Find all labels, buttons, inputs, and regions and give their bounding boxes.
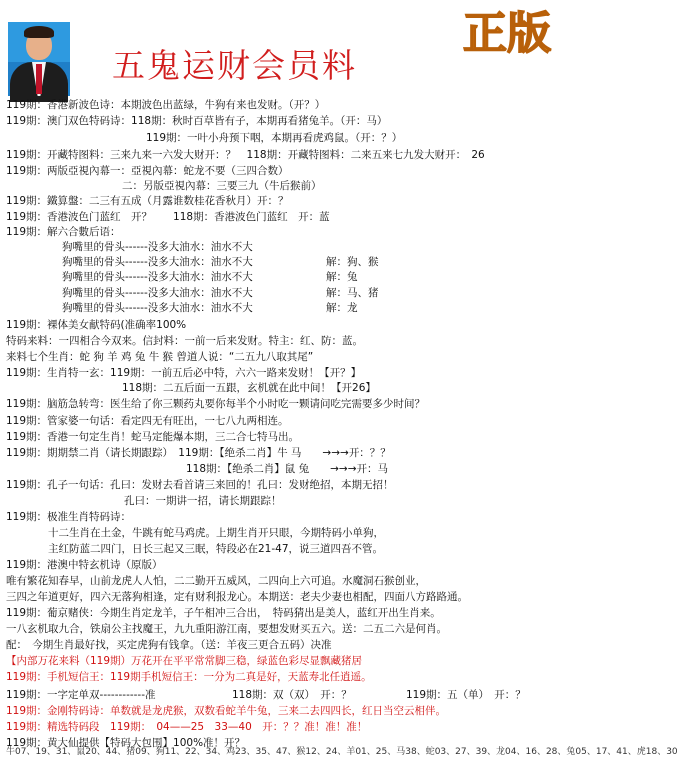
text-line: 119期：港澳中特玄机诗（原版） xyxy=(6,559,163,571)
text-line: 119期：精选特码段 119期： 04——25 33—40 开：？？准！准！准！ xyxy=(6,721,368,733)
text-line: 119期：一叶小舟预下咽，本期再看虎鸡鼠。（开：？） xyxy=(146,132,403,144)
footer-numbers: 牛07、19、31、鼠20、44、猪09、狗11、22、34、鸡23、35、47、猴12、24、羊01、25、马38、蛇03、27、39、龙04、16、28、兔05、17、41、虎18、30 xyxy=(6,747,678,757)
genuine-badge xyxy=(448,0,566,58)
text-line: 解：龙 xyxy=(326,302,358,314)
page-title: 五鬼运财会员料 xyxy=(112,46,357,85)
text-line: 狗嘴里的骨头------没多大油水：油水不大 xyxy=(62,241,253,253)
text-line: 118期：双（双） 开：？ xyxy=(232,689,352,701)
text-line: 狗嘴里的骨头------没多大油水：油水不大 xyxy=(62,271,253,283)
text-line: 解：兔 xyxy=(326,271,358,283)
text-line: 119期：香港波色门蓝红 开？ 118期：香港波色门蓝红 开：蓝 xyxy=(6,211,330,223)
text-line: 119期：两版亞視內幕一：亞視內幕：蛇龙不要（三四合数） xyxy=(6,165,289,177)
portrait-photo xyxy=(8,22,70,96)
text-line: 狗嘴里的骨头------没多大油水：油水不大 xyxy=(62,256,253,268)
text-line: 119期：五（单） 开：？ xyxy=(406,689,526,701)
svg-text:正版: 正版 xyxy=(463,8,551,59)
text-line: 主红防蓝二四门，日长三起又三眠，特段必在21-47，说三道四吾不管。 xyxy=(48,543,384,555)
text-line: 唯有繁花知春早，山前龙虎人人怕，二二勤开五威风，二四向上六可追。水魔洞石猴创业， xyxy=(6,575,426,587)
text-line: 狗嘴里的骨头------没多大油水：油水不大 xyxy=(62,287,253,299)
text-line: 119期：黄大仙提供【特码大包围】100%准！开？ xyxy=(6,737,246,749)
text-line: 119期：生肖特一玄：119期：一前五后必中特，六六一路来发财！【开？】 xyxy=(6,367,362,379)
text-line: 特码来料：一四相合今双来。信封料：一前一后来发财。特主：红、防：蓝。 xyxy=(6,335,363,347)
text-line: 119期：裸体美女献特码(准确率100% xyxy=(6,319,187,331)
text-line: 119期：开藏特图料：三来九来一六发大财开：？ 118期：开藏特图料：二来五来七九发大财开： 26 xyxy=(6,149,485,161)
text-line: 119期：期期禁二肖（请长期跟踪） 119期：【绝杀二肖】牛 马 →→→开：？？ xyxy=(6,447,391,459)
text-line: 119期：孔子一句话：孔曰：发财去看首请三来回的！孔曰：发财绝招，本期无招！ xyxy=(6,479,394,491)
text-line: 119期：管家婆一句话：看定四无有旺出，一七八九两相连。 xyxy=(6,415,289,427)
text-line: 一八玄机取九合，铁扇公主找魔王，九九重阳游江南，要想发财买五六。送：二五二六是何肖。 xyxy=(6,623,447,635)
text-line: 119期：鐵算盤：二三有五成（月露谁数桂花香秋月）开：？ xyxy=(6,195,289,207)
text-line: 119期：手机短信王：119期手机短信王：一分为二真是好，天蓝寿北任逍遥。 xyxy=(6,671,372,683)
text-line: 119期：极准生肖特码诗： xyxy=(6,511,132,523)
text-line: 118期：【绝杀二肖】鼠 兔 →→→开：马 xyxy=(186,463,389,475)
text-line: 119期：葡京赌侠：今期生肖定龙羊，子午相冲三合出， 特码猜出是美人，蓝红开出生肖来。 xyxy=(6,607,441,619)
text-line: 解：马、猪 xyxy=(326,287,379,299)
text-line: 解：狗、猴 xyxy=(326,256,379,268)
text-line: 119期：金刚特码诗：单数就是龙虎猴，双数看蛇羊牛兔，三来二去四四长，红日当空云相伴。 xyxy=(6,705,447,717)
text-line: 十二生肖在土金，牛跳有蛇马鸡虎。上期生肖开只眼，今期特码小单狗， xyxy=(48,527,384,539)
text-line: 三四之年道更好，四六无落狗相逢，定有财利报龙心。本期送：老夫少妻也相配，四面八方路路通。 xyxy=(6,591,468,603)
text-line: 狗嘴里的骨头------没多大油水：油水不大 xyxy=(62,302,253,314)
text-line: 来料七个生肖：蛇 狗 羊 鸡 兔 牛 猴 曾道人说：“二五九八取其尾” xyxy=(6,351,314,363)
text-line: 119期：脑筋急转弯：医生给了你三颗药丸要你每半个小时吃一颗请问吃完需要多少时间？ xyxy=(6,398,426,410)
text-line: 配： 今期生肖最好找，买定虎狗有钱拿。（送：羊夜三更合五码）决准 xyxy=(6,639,332,651)
text-line: 118期：二五后面一五跟，玄机就在此中间！【开26】 xyxy=(122,382,376,394)
text-line: 【内部万花来料（119期）万花开在平平常常脚三稳，绿蓝色彩尽显飘藏猪居 xyxy=(6,655,363,667)
text-line: 二：另版亞視內幕：三要三九（牛后猴前） xyxy=(122,180,322,192)
text-line: 119期：一字定单双------------准 xyxy=(6,689,156,701)
text-line: 119期：香港新波色诗：本期波色出蓝绿，牛狗有来也发财。（开？） xyxy=(6,99,326,111)
text-line: 119期：解六合數后语： xyxy=(6,226,121,238)
text-line: 孔曰：一期讲一招，请长期跟踪！ xyxy=(124,495,282,507)
text-line: 119期：澳门双色特码诗：118期：秋时百草皆有子，本期再看猪兔羊。（开：马） xyxy=(6,115,388,127)
text-line: 119期：香港一句定生肖！蛇马定能爆本期，三二合七特马出。 xyxy=(6,431,300,443)
